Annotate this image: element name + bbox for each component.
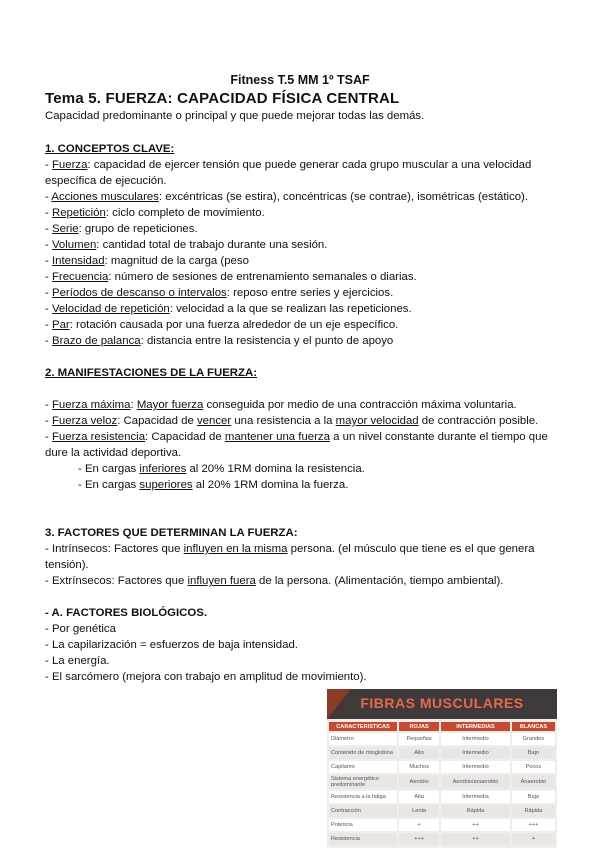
concept-term: Brazo de palanca — [51, 335, 141, 347]
concept-definition: : grupo de repeticiones. — [78, 223, 198, 235]
concept-term: Volumen — [51, 239, 97, 251]
fiber-table-cell: Diámetro — [329, 733, 397, 745]
fiber-table-row — [329, 733, 555, 745]
fiber-table-row — [329, 791, 555, 803]
fiber-table-grid — [327, 720, 557, 847]
concept-item: - Intensidad: magnitud de la carga (peso — [45, 255, 249, 267]
fiber-table-column-header: INTERMEDIAS — [441, 722, 510, 731]
fiber-table-row — [329, 747, 555, 759]
concepts-list — [45, 157, 565, 349]
concept-definition: : reposo entre series y ejercicios. — [226, 287, 394, 299]
biological-factor-item: - La energía. — [45, 655, 110, 667]
section-factores — [45, 525, 565, 589]
concept-definition: : magnitud de la carga (peso — [104, 255, 249, 267]
section-manifestaciones — [45, 365, 565, 493]
fiber-table-title: FIBRAS MUSCULARES — [360, 695, 524, 711]
fiber-table-cell: Pequeñas — [399, 733, 439, 745]
fiber-table-cell: + — [512, 833, 555, 845]
biological-factor-item: - El sarcómero (mejora con trabajo en amplitud de movimiento). — [45, 671, 367, 683]
section-factores-biologicos — [45, 605, 565, 685]
fiber-table-column-header: CARACTERISTICAS — [329, 722, 397, 731]
main-title: Tema 5. FUERZA: CAPACIDAD FÍSICA CENTRAL — [45, 90, 400, 107]
concept-item: - Brazo de palanca: distancia entre la resistencia y el punto de apoyo — [45, 335, 394, 347]
fuerza-maxima-item: - Fuerza máxima: Mayor fuerza conseguida por medio de una contracción máxima voluntaria. — [45, 399, 517, 411]
fiber-table-cell: Intermedia — [441, 791, 510, 803]
fiber-table-row — [329, 775, 555, 789]
concept-term: Períodos de descanso o intervalos — [51, 287, 227, 299]
concept-term: Par — [51, 319, 70, 331]
concept-definition: : cantidad total de trabajo durante una sesión. — [96, 239, 328, 251]
fiber-table-cell: Contracción — [329, 805, 397, 817]
fiber-table-row — [329, 761, 555, 773]
fiber-types-table — [327, 689, 557, 848]
concept-definition: : excéntricas (se estira), concéntricas (se contrae), isométricas (estático). — [158, 191, 529, 203]
biological-factors-list — [45, 621, 565, 685]
fiber-table-cell: +++ — [512, 819, 555, 831]
fiber-table-column-header: ROJAS — [399, 722, 439, 731]
concept-term: Fuerza — [51, 159, 88, 171]
concept-term: Intensidad — [51, 255, 105, 267]
concept-term: Serie — [51, 223, 79, 235]
fiber-table-cell: Alto — [399, 747, 439, 759]
fiber-table-cell: Rápida — [441, 805, 510, 817]
fiber-table-cell: ++ — [441, 833, 510, 845]
fiber-table-cell: Sistema energético predominante — [329, 775, 397, 789]
fuerza-veloz-item: - Fuerza veloz: Capacidad de vencer una resistencia a la mayor velocidad de contracción posible. — [45, 415, 539, 427]
fiber-table-cell: Grandes — [512, 733, 555, 745]
fiber-table-cell: Rápida — [512, 805, 555, 817]
fiber-table-row — [329, 833, 555, 845]
concept-definition: : distancia entre la resistencia y el punto de apoyo — [140, 335, 394, 347]
extrinsecos-item: - Extrínsecos: Factores que influyen fuera de la persona. (Alimentación, tiempo ambiental). — [45, 575, 504, 587]
section-3-heading: 3. FACTORES QUE DETERMINAN LA FUERZA: — [45, 527, 298, 539]
document-header: Fitness T.5 MM 1º TSAF — [230, 73, 370, 87]
concept-item: - Par: rotación causada por una fuerza alrededor de un eje específico. — [45, 319, 399, 331]
intro-text: Capacidad predominante o principal y que puede mejorar todas las demás. — [45, 110, 425, 122]
fiber-table-cell: Aerobio/anaerobio — [441, 775, 510, 789]
fiber-table-cell: Anaerobio — [512, 775, 555, 789]
concept-item: - Repetición: ciclo completo de movimiento. — [45, 207, 265, 219]
concept-item: - Períodos de descanso o intervalos: reposo entre series y ejercicios. — [45, 287, 394, 299]
fiber-table-cell: Pocos — [512, 761, 555, 773]
fiber-table-header — [327, 689, 557, 719]
fiber-table-cell: Intermedio — [441, 761, 510, 773]
fiber-table-cell: Intermedio — [441, 733, 510, 745]
fiber-table-cell: Aerobio — [399, 775, 439, 789]
concept-item: - Volumen: cantidad total de trabajo durante una sesión. — [45, 239, 328, 251]
fuerza-resistencia-item: - Fuerza resistencia: Capacidad de mantener una fuerza a un nivel constante durante el tiempo que dure la actividad deportiva. — [45, 431, 548, 459]
section-1-heading: 1. CONCEPTOS CLAVE: — [45, 143, 175, 155]
fiber-table-cell: Lenta — [399, 805, 439, 817]
concept-item: - Frecuencia: número de sesiones de entrenamiento semanales o diarias. — [45, 271, 417, 283]
fiber-table-cell: Alta — [399, 791, 439, 803]
concept-item: - Fuerza: capacidad de ejercer tensión que puede generar cada grupo muscular a una velocidad específica de ejecución. — [45, 159, 532, 187]
fiber-table-cell: Resistencia — [329, 833, 397, 845]
section-2-heading: 2. MANIFESTACIONES DE LA FUERZA: — [45, 367, 257, 379]
concept-item: - Serie: grupo de repeticiones. — [45, 223, 198, 235]
concept-definition: : ciclo completo de movimiento. — [105, 207, 265, 219]
section-a-heading: - A. FACTORES BIOLÓGICOS. — [45, 607, 208, 619]
fiber-table-cell: Capilares — [329, 761, 397, 773]
concept-item: - Acciones musculares: excéntricas (se estira), concéntricas (se contrae), isométricas (estático). — [45, 191, 529, 203]
fiber-table-column-header: BLANCAS — [512, 722, 555, 731]
fiber-table-cell: + — [399, 819, 439, 831]
concept-definition: : número de sesiones de entrenamiento semanales o diarias. — [108, 271, 417, 283]
section-conceptos-clave — [45, 141, 565, 349]
concept-definition: : capacidad de ejercer tensión que puede generar cada grupo muscular a una velocidad específica de ejecución. — [45, 159, 532, 187]
fiber-table-cell: +++ — [399, 833, 439, 845]
fiber-table-cell: Intermedio — [441, 747, 510, 759]
fiber-table-row — [329, 805, 555, 817]
fiber-table-row — [329, 819, 555, 831]
fiber-table-cell: ++ — [441, 819, 510, 831]
cargas-inferiores-item: - En cargas inferiores al 20% 1RM domina la resistencia. — [78, 463, 365, 475]
concept-definition: : rotación causada por una fuerza alrededor de un eje específico. — [69, 319, 399, 331]
concept-term: Acciones musculares — [51, 191, 159, 203]
fiber-table-cell: Bajo — [512, 747, 555, 759]
concept-item: - Velocidad de repetición: velocidad a la que se realizan las repeticiones. — [45, 303, 412, 315]
concept-term: Velocidad de repetición — [51, 303, 170, 315]
cargas-superiores-item: - En cargas superiores al 20% 1RM domina la fuerza. — [78, 479, 349, 491]
fiber-table-cell: Muchos — [399, 761, 439, 773]
fiber-table-cell: Potencia — [329, 819, 397, 831]
concept-term: Frecuencia — [51, 271, 109, 283]
fiber-table-cell: Contenido de mioglobina — [329, 747, 397, 759]
biological-factor-item: - La capilarización = esfuerzos de baja intensidad. — [45, 639, 298, 651]
fiber-table-cell: Resistencia a la fatiga — [329, 791, 397, 803]
fiber-table-cell: Baja — [512, 791, 555, 803]
concept-definition: : velocidad a la que se realizan las repeticiones. — [169, 303, 412, 315]
concept-term: Repetición — [51, 207, 106, 219]
intrinsecos-item: - Intrínsecos: Factores que influyen en la misma persona. (el músculo que tiene es el que genera tensión). — [45, 543, 535, 571]
biological-factor-item: - Por genética — [45, 623, 116, 635]
